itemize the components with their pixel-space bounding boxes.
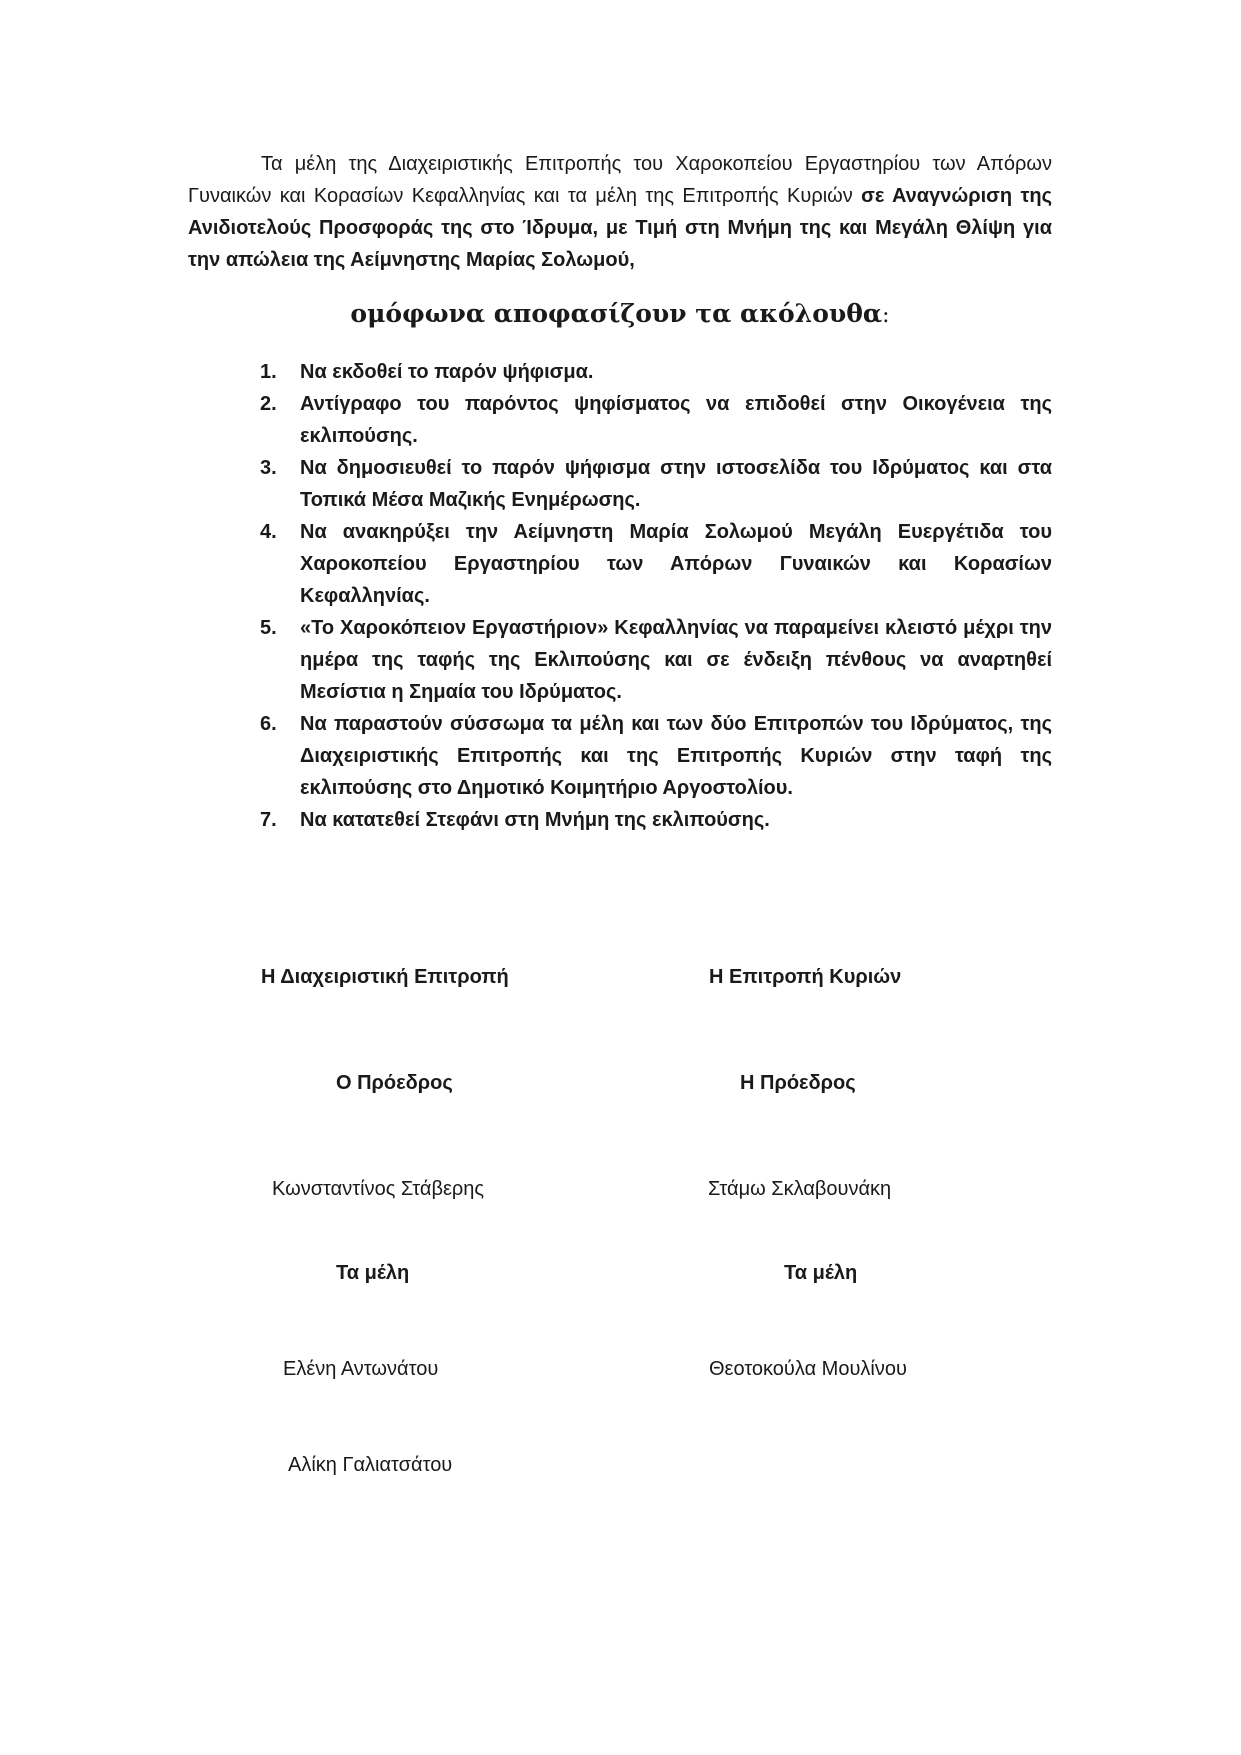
right-president-title: Η Πρόεδρος xyxy=(740,1072,856,1094)
intro-paragraph xyxy=(188,148,1052,276)
decision-item xyxy=(260,804,1052,836)
decision-number: 6. xyxy=(260,713,277,735)
decision-text: Να εκδοθεί το παρόν ψήφισμα. xyxy=(300,361,594,383)
decision-number: 2. xyxy=(260,393,277,415)
decision-item xyxy=(260,516,1052,612)
decision-item xyxy=(260,708,1052,804)
right-members-title: Τα μέλη xyxy=(784,1262,858,1284)
decision-text: Να κατατεθεί Στεφάνι στη Μνήμη της εκλιπούσης. xyxy=(300,809,770,831)
decision-number: 4. xyxy=(260,521,277,543)
left-committee-title: Η Διαχειριστική Επιτροπή xyxy=(261,966,509,988)
decisions-list xyxy=(260,356,1052,836)
right-president-name: Στάμω Σκλαβουνάκη xyxy=(708,1178,892,1200)
heading-text: ομόφωνα αποφασίζουν τα ακόλουθα xyxy=(350,299,883,328)
left-member-name: Ελένη Αντωνάτου xyxy=(283,1358,439,1380)
decision-number: 1. xyxy=(260,361,277,383)
left-president-name: Κωνσταντίνος Στάβερης xyxy=(272,1178,485,1200)
right-committee-title: Η Επιτροπή Κυριών xyxy=(709,966,902,988)
decision-text: Να ανακηρύξει την Αείμνηστη Μαρία Σολωμού Μεγάλη Ευεργέτιδα του Χαροκοπείου Εργαστηρίου των Απόρων Γυναικών και Κορασίων Κεφαλληνίας. xyxy=(300,521,1052,607)
decision-number: 7. xyxy=(260,809,277,831)
decision-item xyxy=(260,452,1052,516)
decision-item xyxy=(260,356,1052,388)
decision-text: Αντίγραφο του παρόντος ψηφίσματος να επιδοθεί στην Οικογένεια της εκλιπούσης. xyxy=(300,393,1052,447)
intro-text: Τα μέλη της Διαχειριστικής Επιτροπής του Χαροκοπείου Εργαστηρίου των Απόρων Γυναικών και Κορασίων Κεφαλληνίας και τα μέλη της Επιτροπής Κυριών xyxy=(188,153,1052,207)
decision-number: 5. xyxy=(260,617,277,639)
decision-text: «Το Χαροκόπειον Εργαστήριον» Κεφαλληνίας να παραμείνει κλειστό μέχρι την ημέρα της ταφής της Εκλιπούσης και σε ένδειξη πένθους να αναρτηθεί Μεσίστια η Σημαία του Ιδρύματος. xyxy=(300,617,1052,703)
decision-item xyxy=(260,612,1052,708)
right-member-name: Θεοτοκούλα Μουλίνου xyxy=(709,1358,907,1380)
intro-bold-text: σε Αναγνώριση της Ανιδιοτελούς Προσφοράς της στο Ίδρυμα, με Τιμή στη Μνήμη της και Μεγάλη Θλίψη για την απώλεια της Αείμνηστης Μαρίας Σολωμού, xyxy=(188,185,1052,271)
decision-item xyxy=(260,388,1052,452)
decision-text: Να παραστούν σύσσωμα τα μέλη και των δύο Επιτροπών του Ιδρύματος, της Διαχειριστικής Επιτροπής και της Επιτροπής Κυριών στην ταφή της εκλιπούσης στο Δημοτικό Κοιμητήριο Αργοστολίου. xyxy=(300,713,1052,799)
left-member-name-2: Αλίκη Γαλιατσάτου xyxy=(288,1454,453,1476)
decision-text: Να δημοσιευθεί το παρόν ψήφισμα στην ιστοσελίδα του Ιδρύματος και στα Τοπικά Μέσα Μαζικής Ενημέρωσης. xyxy=(300,457,1052,511)
resolution-heading xyxy=(188,294,1052,336)
left-members-title: Τα μέλη xyxy=(336,1262,410,1284)
decision-number: 3. xyxy=(260,457,277,479)
heading-colon: : xyxy=(882,303,890,328)
left-president-title: Ο Πρόεδρος xyxy=(336,1072,453,1094)
